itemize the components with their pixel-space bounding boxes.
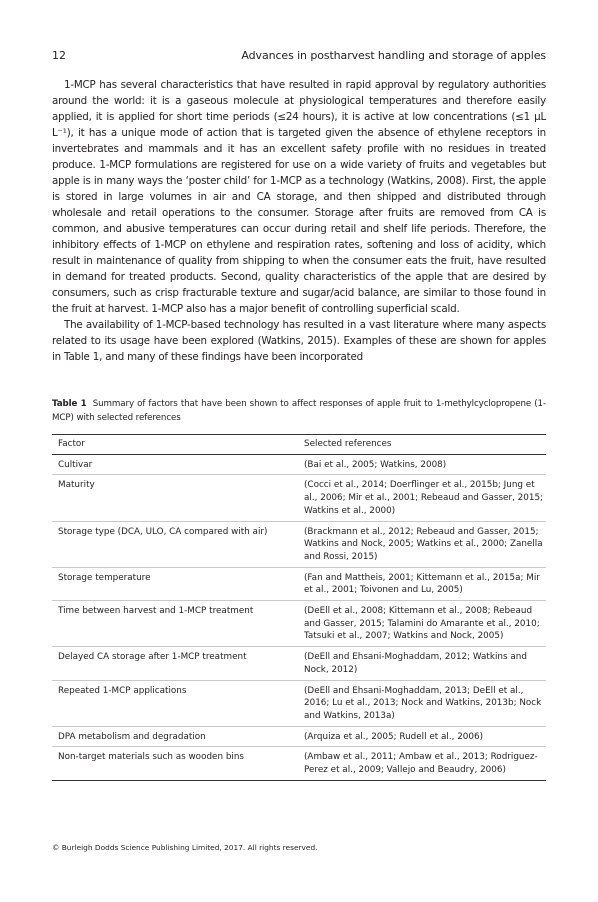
- references-cell: (Arquiza et al., 2005; Rudell et al., 2006): [298, 726, 546, 747]
- table-row: [52, 680, 546, 726]
- table-row: [52, 454, 546, 475]
- copyright-footer: © Burleigh Dodds Science Publishing Limited, 2017. All rights reserved.: [52, 843, 318, 852]
- references-cell: (DeEll et al., 2008; Kittemann et al., 2008; Rebeaud and Gasser, 2015; Talamini do Amarante et al., 2010; Tatsuki et al., 2007; Watkins and Nock, 2005): [298, 601, 546, 647]
- table-row: [52, 475, 546, 521]
- table-row: [52, 521, 546, 567]
- references-cell: (Ambaw et al., 2011; Ambaw et al., 2013; Rodriguez-Perez et al., 2009; Vallejo and Beaudry, 2006): [298, 747, 546, 780]
- factor-cell: Time between harvest and 1-MCP treatment: [52, 601, 298, 647]
- factor-cell: Storage type (DCA, ULO, CA compared with air): [52, 521, 298, 567]
- column-header-references: Selected references: [298, 435, 546, 455]
- table-row: [52, 726, 546, 747]
- factor-cell: Maturity: [52, 475, 298, 521]
- table-row: [52, 747, 546, 780]
- references-cell: (DeEll and Ehsani-Moghaddam, 2012; Watkins and Nock, 2012): [298, 647, 546, 680]
- references-cell: (Fan and Mattheis, 2001; Kittemann et al., 2015a; Mir et al., 2001; Toivonen and Lu, 2005): [298, 567, 546, 600]
- column-header-factor: Factor: [52, 435, 298, 455]
- factor-cell: Delayed CA storage after 1-MCP treatment: [52, 647, 298, 680]
- references-cell: (Bai et al., 2005; Watkins, 2008): [304, 459, 447, 470]
- references-cell: (Brackmann et al., 2012; Rebeaud and Gasser, 2015; Watkins and Nock, 2005; Watkins et al., 2000; Zanella and Rossi, 2015): [298, 521, 546, 567]
- factor-cell: Cultivar: [58, 459, 93, 470]
- table-label: Table 1: [52, 399, 87, 409]
- factor-cell: DPA metabolism and degradation: [52, 726, 298, 747]
- body-paragraph: The availability of 1-MCP-based technology has resulted in a vast literature where many aspects related to its usage have been explored (Watkins, 2015). Examples of these are shown for apples in Table 1, and many of these findings have been incorporated: [52, 319, 546, 363]
- table-row: [52, 647, 546, 680]
- references-cell: (Cocci et al., 2014; Doerflinger et al., 2015b; Jung et al., 2006; Mir et al., 2001; Rebeaud and Gasser, 2015; Watkins et al., 2000): [298, 475, 546, 521]
- factor-cell: Storage temperature: [52, 567, 298, 600]
- table-caption-text: Summary of factors that have been shown to affect responses of apple fruit to 1-methylcyclopropene (1-MCP) with selected references: [52, 399, 546, 423]
- page-number: 12: [52, 49, 66, 62]
- table-header-row: [52, 435, 546, 455]
- body-text: [52, 77, 546, 365]
- table-caption: [52, 398, 546, 425]
- factor-cell: Repeated 1-MCP applications: [52, 680, 298, 726]
- table-row: [52, 567, 546, 600]
- factor-cell: Non-target materials such as wooden bins: [52, 747, 298, 780]
- page-header: [52, 49, 546, 65]
- running-title: Advances in postharvest handling and storage of apples: [241, 49, 546, 62]
- table-row: [52, 601, 546, 647]
- factors-table: [52, 434, 546, 781]
- references-cell: (DeEll and Ehsani-Moghaddam, 2013; DeEll et al., 2016; Lu et al., 2013; Nock and Watkins, 2013b; Nock and Watkins, 2013a): [298, 680, 546, 726]
- body-paragraph: 1-MCP has several characteristics that have resulted in rapid approval by regulatory authorities around the world: it is a gaseous molecule at physiological temperatures and therefore easily applied, it is applied for short time periods (≤24 hours), it is active at low concentrations (≤1 μL L⁻¹), it has a unique mode of action that is targeted given the absence of ethylene receptors in invertebrates and mammals and it has an excellent safety profile with no residues in treated produce. 1-MCP formulations are registered for use on a wide variety of fruits and vegetables but apple is in many ways the ‘poster child’ for 1-MCP as a technology (Watkins, 2008). First, the apple is stored in large volumes in air and CA storage, and then shipped and distributed through wholesale and retail operations to the consumer. Storage after fruits are removed from CA is common, and abusive temperatures can occur during retail and shelf life periods. Therefore, the inhibitory effects of 1-MCP on ethylene and respiration rates, softening and loss of acidity, which result in maintenance of quality from shipping to when the consumer eats the fruit, have resulted in demand for treated products. Second, quality characteristics of the apple that are desired by consumers, such as crisp fracturable texture and sugar/acid balance, are similar to those found in the fruit at harvest. 1-MCP also has a major benefit of controlling superficial scald.: [52, 79, 546, 315]
